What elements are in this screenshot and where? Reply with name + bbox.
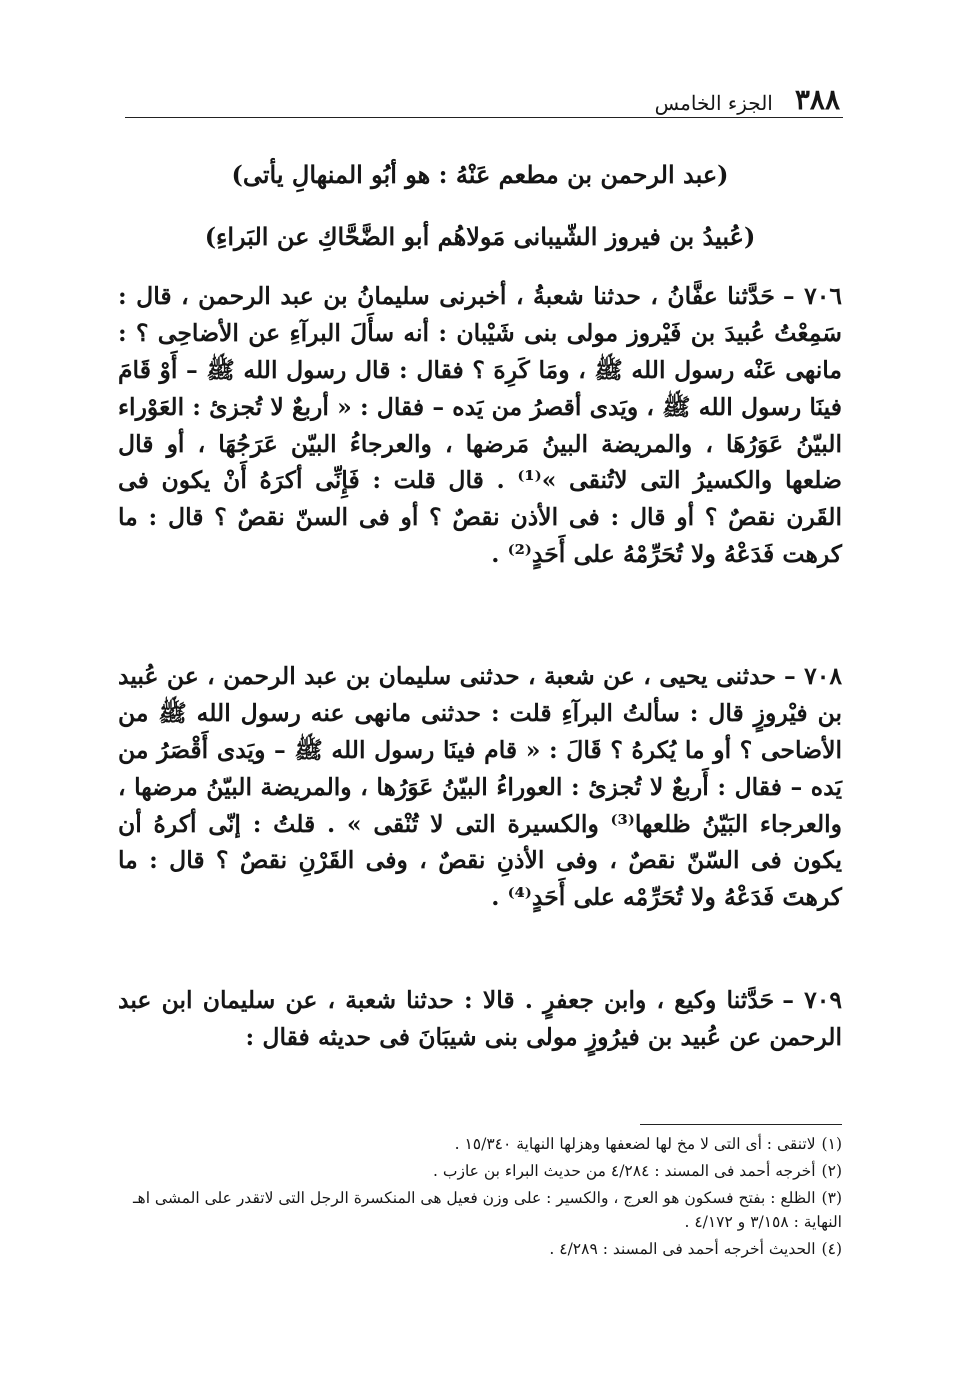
hadith-number: ٧٠٩ – — [782, 986, 842, 1014]
footnote-marker: (٤) — [821, 1240, 842, 1259]
footnote-marker: (٣) — [821, 1188, 842, 1207]
hadith-number: ٧٠٦ – — [782, 282, 842, 310]
hadith-text: حَدَّثنا وكيع ، وابن جعفرٍ . قالا : حدثنا شعبة ، عن سليمان ابن عبد الرحمن عن عُبيد بن فيرُوزٍ مولى بنى شيبَانَ فى حديثه فقال : — [118, 986, 842, 1051]
footnote-text: لاتنقى : أى التى لا مخ لها لضعفها وهزلها النهاية ١٥/٣٤٠ . — [454, 1135, 816, 1153]
footnotes — [118, 1132, 842, 1264]
footnote-text: أخرجه أحمد فى المسند : ٤/٢٨٤ من حديث البراء بن عازب . — [433, 1161, 816, 1180]
footnote-marker: (٢) — [821, 1161, 842, 1180]
part-label: الجزء الخامس — [654, 91, 773, 115]
hadith-paragraph — [118, 278, 842, 573]
footnote-text: الظلع : بفتح فسكون هو العرج ، والكسير : على وزن فعيل هى المنكسرة الرجل التى لاتقدر على المشى اهـ النهاية : ٣/١٥٨ و ٤/١٧٢ . — [132, 1188, 842, 1232]
hadith-text: حَدَّثنا عفَّانُ ، حدثنا شعبةُ ، أخبرنى سليمانُ بن عبد الرحمن ، قال : سَمِعْتُ عُبيدَ بن فَيْروز مولى بنى شَيْبان : أنه سأَلَ البرآءِ عن الأضاحِى ؟ : مانهى عَنْه رسول الله ﷺ ، ومَا كَرِهَ ؟ فقال : قال رسول الله ﷺ – أَوْ قَامَ فينَا رسول الله ﷺ ، ويَدى أقصرُ من يَده – فقال : « أربعٌ لا تُجزئ : العَوْراء البيّنُ عَوَرُهَا ، والمريضة البينُ مَرضها ، والعرجاءُ البيّن عَرَجُهَا ، أو قال ضلعها والكسيرُ التى لاتُنقى »⁽¹⁾ . قال قلت : فَإِنِّى أكرَهُ أَنْ يكون فى القَرن نقصٌ ؟ أو قال : فى الأذن نقصٌ ؟ أو فى السنّ نقصٌ ؟ قال : ما كرهت فَدَعْهُ ولا تُحَرِّمْهُ على أَحَدٍ⁽²⁾ . — [118, 282, 843, 569]
header-rule — [125, 117, 843, 118]
hadith-paragraph — [118, 982, 842, 1056]
footnote — [118, 1237, 842, 1262]
footnote — [118, 1159, 842, 1184]
footnote — [118, 1186, 842, 1236]
footnote-text: الحديث أخرجه أحمد فى المسند : ٤/٢٨٩ . — [549, 1240, 816, 1259]
running-header — [120, 76, 840, 114]
hadith-paragraph — [118, 658, 842, 916]
chapter-heading: (عُبيدُ بن فيروز الشّيبانى مَولاهُم أبو الضَّحَّاكِ عن البَراءِ) — [204, 222, 756, 251]
hadith-number: ٧٠٨ – — [784, 662, 843, 690]
chapter-heading: (عبد الرحمن بن مطعم عَنْهُ : هو أبُو المنهالِ يأتى) — [231, 160, 729, 189]
page-number: ٣٨٨ — [794, 83, 840, 116]
footnote-marker: (١) — [821, 1135, 842, 1153]
footnote — [118, 1132, 842, 1157]
footnote-rule — [640, 1124, 842, 1125]
hadith-text: حدثنى يحيى ، عن شعبة ، حدثنى سليمان بن عبد الرحمن ، عن عُبيد بن فيْروزٍ قال : سألتُ البرآءِ قلت : حدثنى مانهى عنه رسول الله ﷺ من الأضاحى ؟ أو ما يُكرهُ ؟ قَالَ : « قام فينَا رسول الله ﷺ – ويَدى أَقْصَرُ من يَده – فقال : أَربعٌ لا تُجزئ : العوراءُ البيّنُ عَوَرُها ، والمريضة البيّنُ مرضها ، والعرجاء البَيّنُ ظلعها⁽³⁾ والكسيرة التى لا تُنْقى » . قلتُ : إنّى أكرهُ أن يكون فى السّنّ نقصٌ ، وفى الأذنِ نقصٌ ، وفى القَرْنِ نقصٌ ؟ قال : ما كرهتَ فَدَعْهُ ولا تُحَرِّمْه على أَحَدٍ⁽⁴⁾ . — [118, 662, 842, 912]
